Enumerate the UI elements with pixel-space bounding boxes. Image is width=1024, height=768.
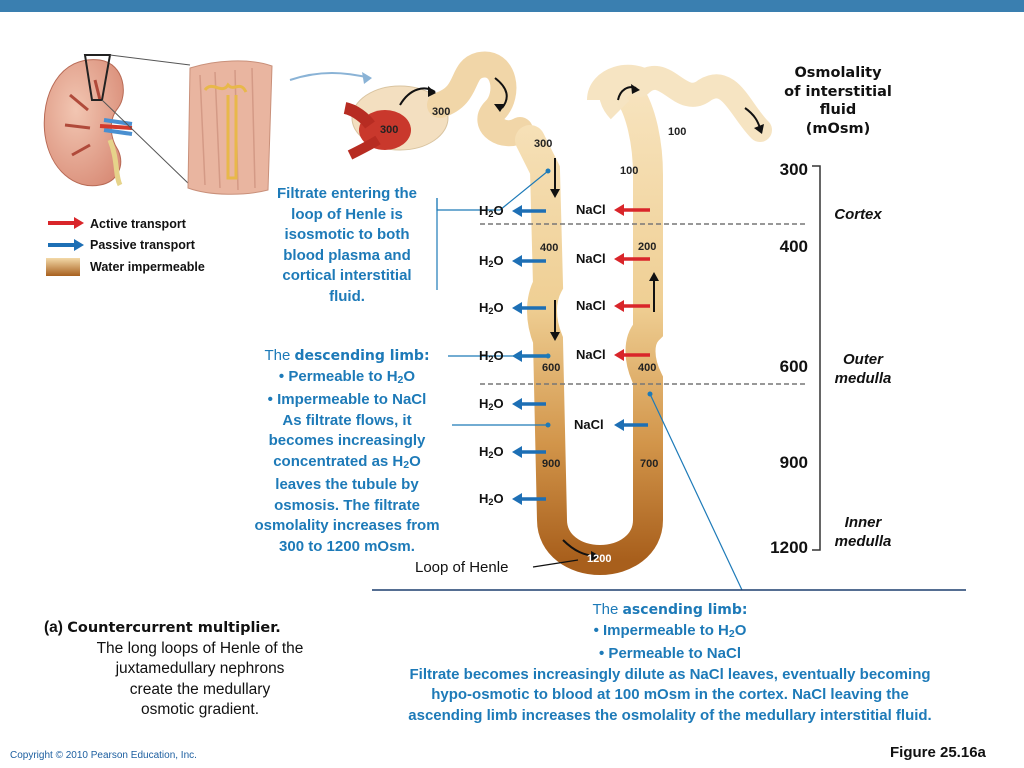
- osmolality-title: Osmolality of interstitial fluid (mOsm): [784, 65, 892, 137]
- nacl-label: NaCl: [576, 298, 606, 313]
- value-bottom: 1200: [587, 553, 612, 565]
- kidney-illustration: [44, 55, 190, 186]
- scale-1200: 1200: [770, 538, 808, 557]
- filtrate-entering-note: Filtrate entering the loop of Henle is isosmotic to both blood plasma and cortical interstitial fluid.: [276, 185, 418, 305]
- legend-passive-label: Passive transport: [90, 238, 195, 252]
- value-desc-600: 600: [542, 362, 561, 374]
- loop-of-henle-label: Loop of Henle: [415, 559, 509, 576]
- value-dct: 100: [668, 126, 687, 138]
- value-asc-100: 100: [620, 165, 639, 177]
- nacl-label: NaCl: [576, 251, 606, 266]
- h2o-label: $H_2O$: [479, 396, 504, 412]
- zone-cortex: Cortex: [834, 206, 882, 223]
- descending-limb-note: The descending limb: • Permeable to $H_2O$ • Impermeable to NaCl As filtrate flows, it becomes increasingly concentrated as $H_2O$ leaves the tubule by osmosis. The filtrate osmolality increases from 300 to 1200 mOsm.: [254, 347, 440, 555]
- nacl-label: NaCl: [576, 202, 606, 217]
- zone-inner-medulla: Inner medulla: [834, 514, 892, 550]
- copyright: Copyright © 2010 Pearson Education, Inc.: [10, 750, 197, 761]
- value-desc-400: 400: [540, 242, 559, 254]
- scale-900: 900: [779, 453, 808, 472]
- value-asc-400: 400: [638, 362, 657, 374]
- value-asc-200: 200: [638, 241, 657, 253]
- h2o-label: $H_2O$: [479, 444, 504, 460]
- figure-caption: (a) Countercurrent multiplier. The long loops of Henle of the juxtamedullary nephrons create the medullary osmotic gradient.: [44, 619, 304, 718]
- legend-active-label: Active transport: [90, 217, 186, 231]
- h2o-label: $H_2O$: [479, 203, 504, 219]
- value-desc-top: 300: [534, 138, 553, 150]
- h2o-label: $H_2O$: [479, 348, 504, 364]
- scale-400: 400: [779, 237, 808, 256]
- h2o-label: $H_2O$: [479, 300, 504, 316]
- scale-300: 300: [779, 160, 808, 179]
- medulla-zoom-illustration: [188, 61, 272, 194]
- zone-outer-medulla: Outer medulla: [834, 351, 892, 387]
- scale-600: 600: [779, 357, 808, 376]
- legend-impermeable-label: Water impermeable: [90, 260, 205, 274]
- value-asc-700: 700: [640, 458, 659, 470]
- ascending-limb-note: The ascending limb: • Impermeable to $H_2O$ • Permeable to NaCl Filtrate becomes increasingly dilute as NaCl leaves, eventually becoming hypo-osmotic to blood at 100 mOsm in the cortex. NaCl leaving the ascending limb increases the osmolality of the medullary interstitial fluid.: [408, 601, 932, 724]
- nacl-label: NaCl: [574, 417, 604, 432]
- value-desc-900: 900: [542, 458, 561, 470]
- value-bowman: 300: [380, 124, 399, 136]
- h2o-label: $H_2O$: [479, 491, 504, 507]
- legend-swatches: [46, 217, 84, 276]
- h2o-label: $H_2O$: [479, 253, 504, 269]
- figure-number: Figure 25.16a: [890, 744, 986, 761]
- nacl-label: NaCl: [576, 347, 606, 362]
- value-pct: 300: [432, 106, 451, 118]
